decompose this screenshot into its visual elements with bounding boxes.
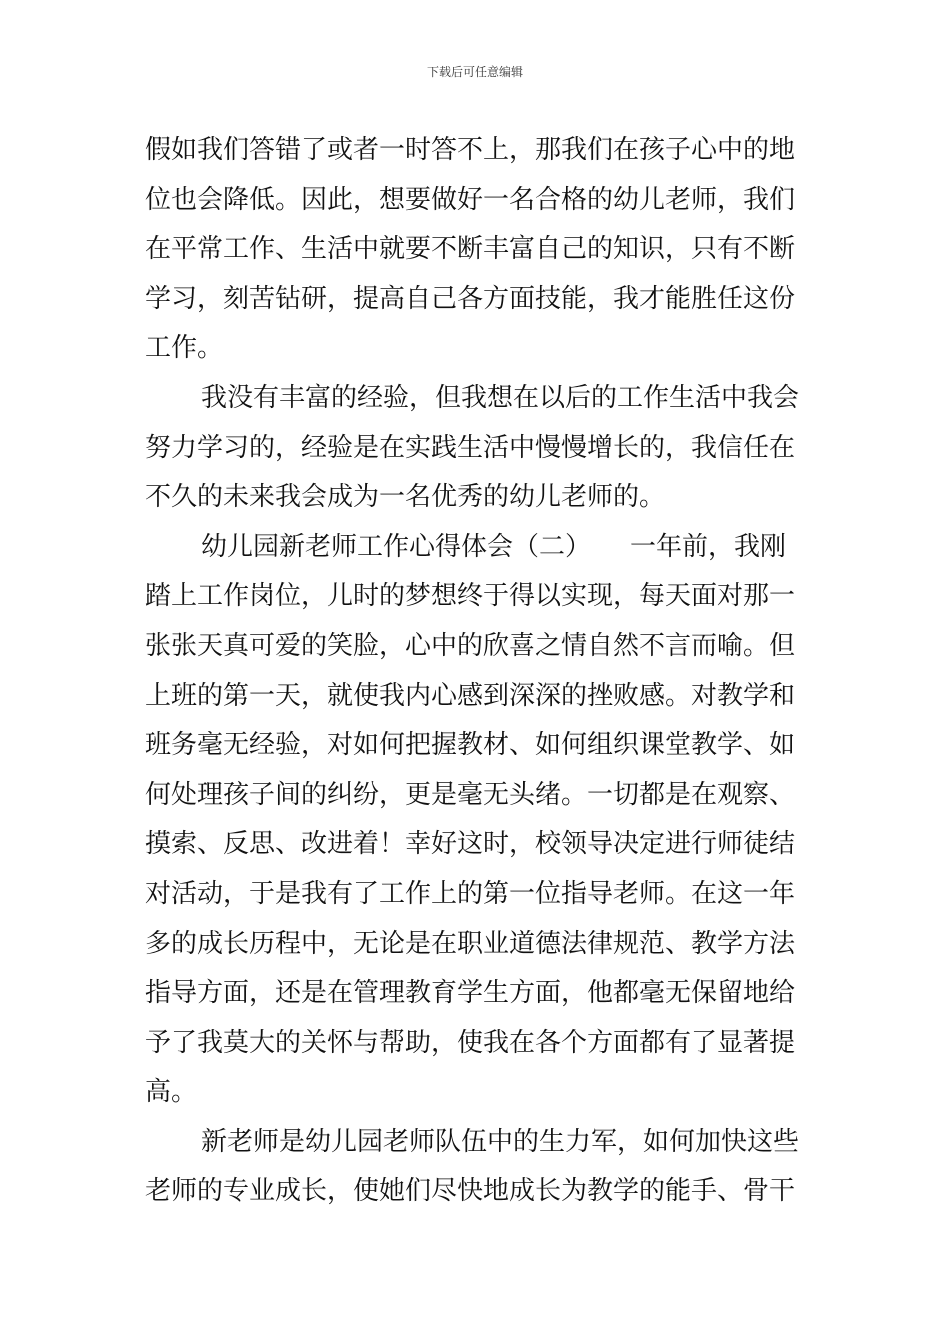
text-line: 何处理孩子间的纠纷，更是毫无头绪。一切都是在观察、 bbox=[145, 779, 796, 810]
text-line: 老师的专业成长，使她们尽快地成长为教学的能手、骨干 bbox=[145, 1176, 796, 1207]
text-line: 幼儿园新老师工作心得体会（二） 一年前，我刚 bbox=[201, 531, 787, 562]
text-line: 班务毫无经验，对如何把握教材、如何组织课堂教学、如 bbox=[145, 730, 796, 761]
text-line: 新老师是幼儿园老师队伍中的生力军，如何加快这些 bbox=[201, 1126, 800, 1157]
text-line: 在平常工作、生活中就要不断丰富自己的知识，只有不断 bbox=[145, 234, 796, 265]
text-line: 努力学习的，经验是在实践生活中慢慢增长的，我信任在 bbox=[145, 432, 796, 463]
text-line: 张张天真可爱的笑脸，心中的欣喜之情自然不言而喻。但 bbox=[145, 630, 796, 661]
text-line: 多的成长历程中，无论是在职业道德法律规范、教学方法 bbox=[145, 928, 796, 959]
text-line: 学习，刻苦钻研，提高自己各方面技能，我才能胜任这份 bbox=[145, 283, 796, 314]
text-line: 假如我们答错了或者一时答不上，那我们在孩子心中的地 bbox=[145, 135, 796, 165]
text-line: 工作。 bbox=[145, 333, 224, 364]
text-line: 对活动，于是我有了工作上的第一位指导老师。在这一年 bbox=[145, 878, 796, 909]
text-line: 踏上工作岗位，儿时的梦想终于得以实现，每天面对那一 bbox=[145, 581, 796, 612]
text-line: 予了我莫大的关怀与帮助，使我在各个方面都有了显著提 bbox=[145, 1027, 796, 1058]
text-line: 位也会降低。因此，想要做好一名合格的幼儿老师，我们 bbox=[145, 184, 796, 215]
text-line: 上班的第一天，就使我内心感到深深的挫败感。对教学和 bbox=[145, 680, 796, 711]
text-line: 我没有丰富的经验，但我想在以后的工作生活中我会 bbox=[201, 382, 800, 413]
text-line: 高。 bbox=[145, 1077, 198, 1108]
page-header: 下载后可任意编辑 bbox=[426, 65, 523, 79]
text-line: 不久的未来我会成为一名优秀的幼儿老师的。 bbox=[145, 482, 666, 513]
text-line: 指导方面，还是在管理教育学生方面，他都毫无保留地给 bbox=[145, 978, 796, 1009]
text-line: 摸索、反思、改进着！幸好这时，校领导决定进行师徒结 bbox=[145, 829, 796, 860]
body-text bbox=[145, 126, 810, 1217]
